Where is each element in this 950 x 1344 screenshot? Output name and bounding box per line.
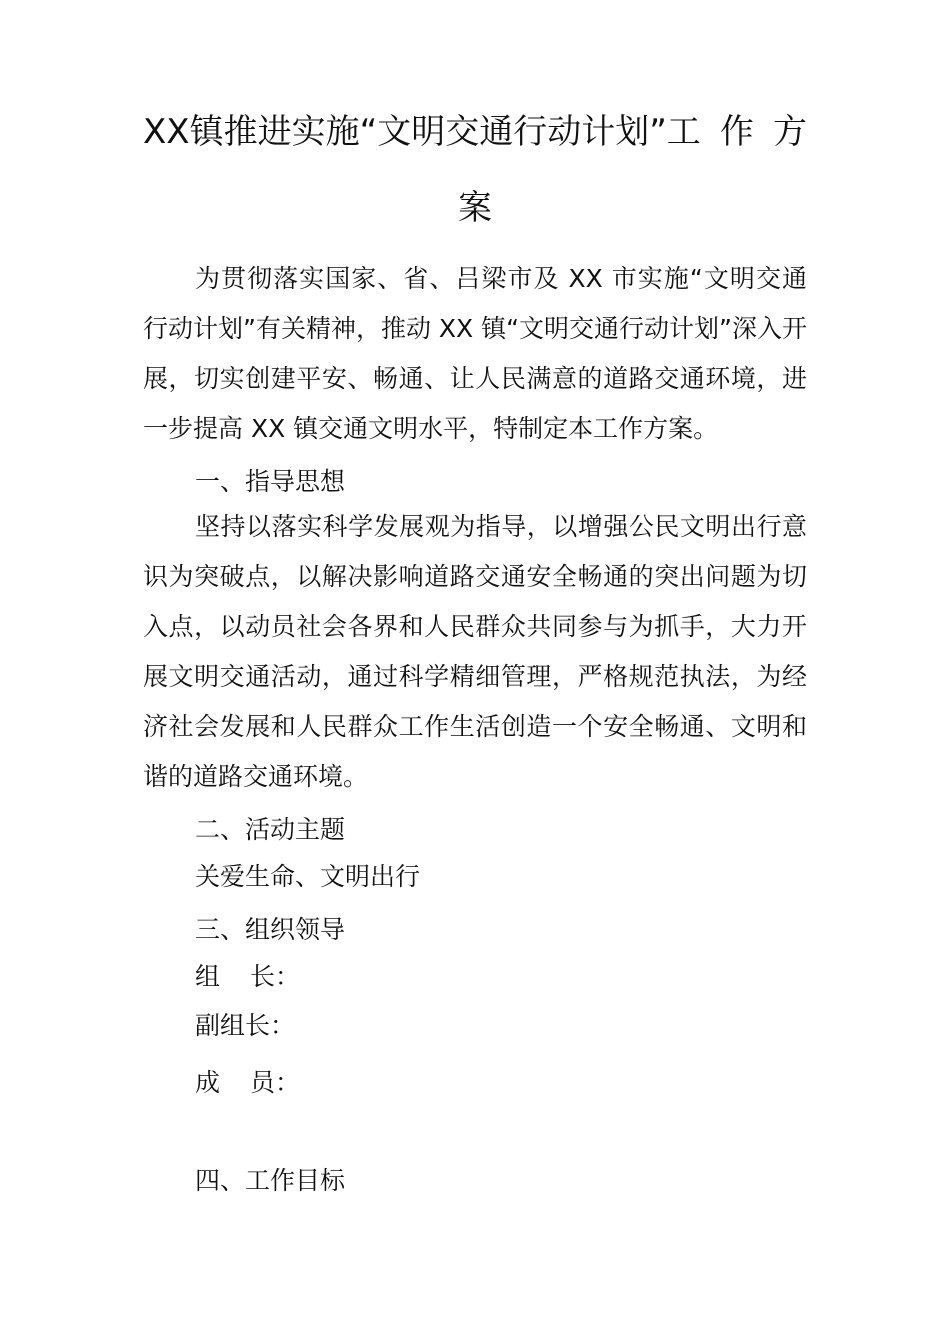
deputy-leader-label: 副组长： <box>195 1011 296 1040</box>
section-heading-organization: 三、组织领导 <box>195 915 346 944</box>
section-heading-activity-theme: 二、活动主题 <box>195 815 346 844</box>
intro-paragraph: 为贯彻落实国家、省、吕梁市及 XX 市实施“文明交通行动计划”有关精神，推动 XX 镇“文明交通行动计划”深入开展，切实创建平安、畅通、让人民满意的道路交通环境，进一步提高 XX 镇交通文明水平，特制定本工作方案。 <box>143 264 808 443</box>
document-title-continued: 案 <box>458 188 492 228</box>
section-heading-guiding-thought: 一、指导思想 <box>195 467 346 496</box>
title-part-main: XX镇推进实施“文明交通行动计划”工 <box>143 112 701 152</box>
members-label: 成 员： <box>195 1068 300 1097</box>
section-heading-work-goals: 四、工作目标 <box>195 1166 346 1195</box>
guiding-thought-paragraph: 坚持以落实科学发展观为指导，以增强公民文明出行意识为突破点，以解决影响道路交通安全畅通的突出问题为切入点，以动员社会各界和人民群众共同参与为抓手，大力开展文明交通活动，通过科学精细管理，严格规范执法，为经济社会发展和人民群众工作生活创造一个安全畅通、文明和谐的道路交通环境。 <box>143 512 807 791</box>
title-part-2: 作 <box>719 112 754 152</box>
leader-label: 组 长： <box>195 962 300 991</box>
activity-theme-text: 关爱生命、文明出行 <box>195 862 421 891</box>
document-title <box>143 112 807 152</box>
title-part-3: 方 <box>773 112 807 152</box>
